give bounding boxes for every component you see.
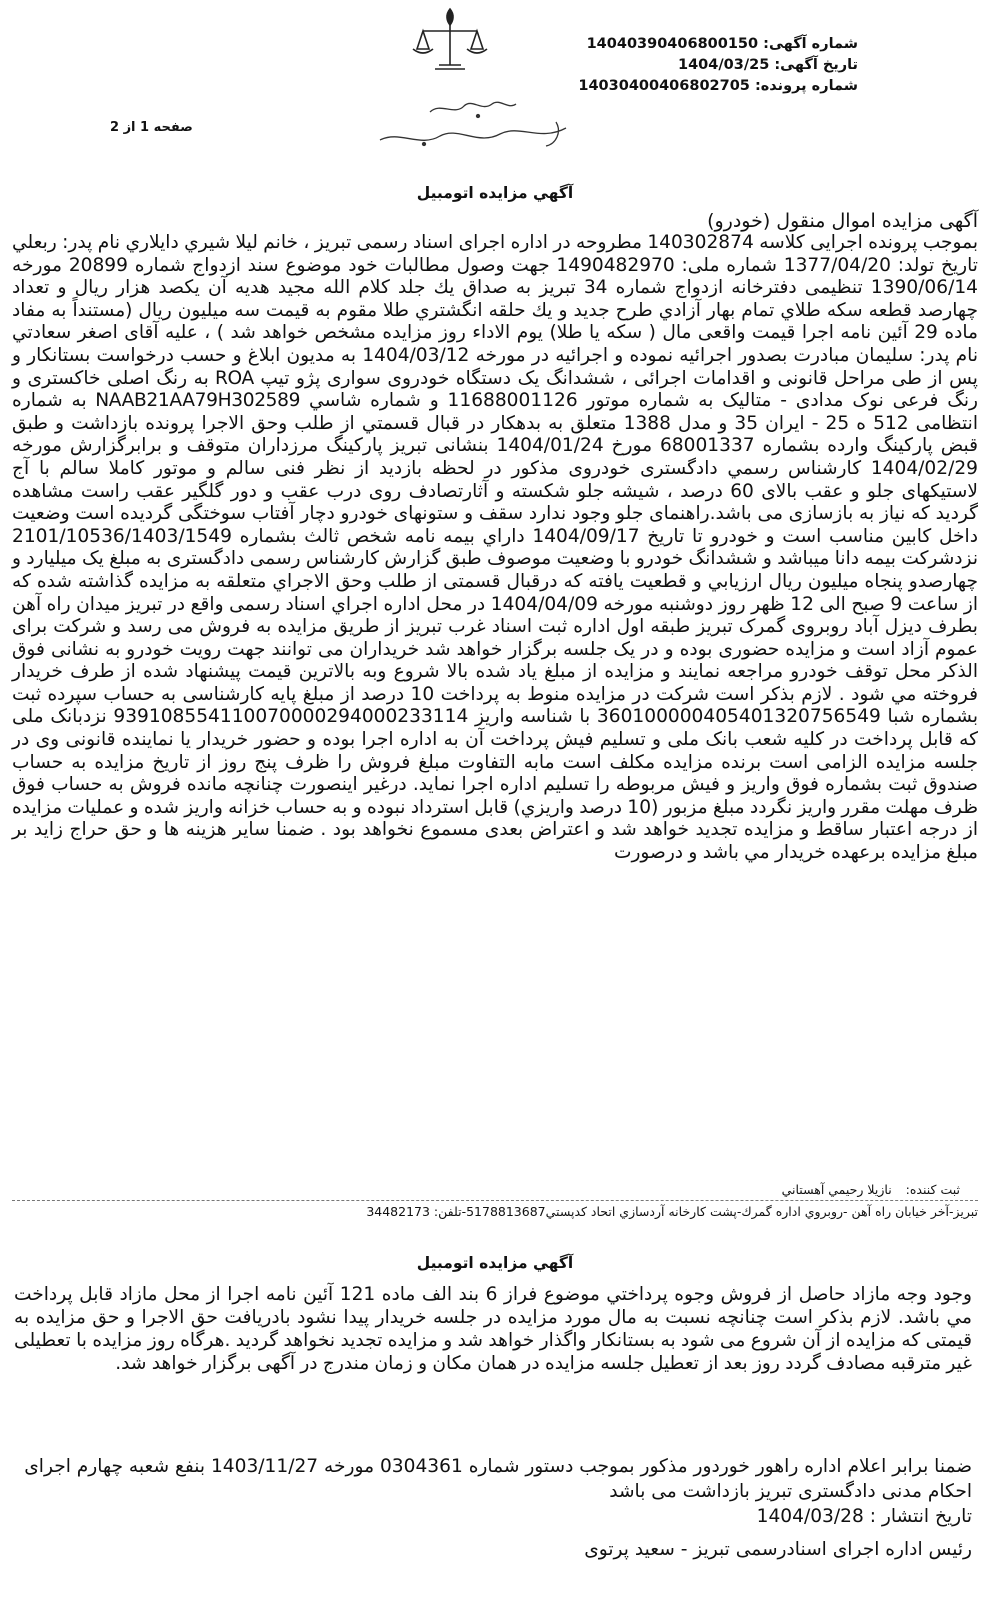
- address-line: تبريز-آخر خيابان راه آهن -روبروي اداره گمرك-پشت كارخانه آردسازي اتحاد كدپستي5178813687-تلفن: 34482173: [366, 1204, 978, 1219]
- ad-number: 14040390406800150: [586, 36, 759, 52]
- page-indicator: صفحه 1 از 2: [110, 120, 193, 135]
- publish-row: [14, 1504, 972, 1529]
- section1-body: بموجب پرونده اجرایی کلاسه 140302874 مطروحه در اداره اجرای اسناد رسمی تبریز ، خانم لیلا شيري دايلاري نام پدر: ربعلي تاريخ تولد: 1377/04/20 شماره ملی: 1490482970 جهت وصول مطالبات خود موضوع سند ازدواج شماره 20899 مورخه 1390/06/14 تنظیمی دفترخانه ازدواج شماره 34 تبریز به صداق يك جلد كلام الله مجيد هديه آن يكصد هزار ريال و تعداد چهارصد قطعه سكه طلاي تمام بهار آزادي طرح جديد و يك حلقه انگشتري طلا مقوم به قيمت سه ميليون ريال (مستنداً به مفاد ماده 29 آئين نامه اجرا قيمت واقعی مال ( سكه يا طلا) يوم الاداء روز مزايده مشخص خواهد شد ) ، علیه آقای اصغر سعادتي نام پدر: سليمان مبادرت بصدور اجرائيه نموده و اجرائيه در مورخه 1404/03/12 به مديون ابلاغ و حسب درخواست بستانكار و پس از طی مراحل قانونی و اقدامات اجرائی ، ششدانگ یک دستگاه خودروی سواری پژو تیپ ROA به رنگ اصلی خاکستری و رنگ فرعی نوک مدادی - متالیک به شماره موتور 11688001126 و شماره شاسي NAAB21AA79H302589 به شماره انتظامی 512 ه 25 - ایران 35 و مدل 1388 متعلق به بدهكار در قبال قسمتي از طلب وحق الاجرا پرونده بازداشت و طبق قبض پاركينگ وارده بشماره 68001337 مورخ 1404/01/24 بنشانی تبریز پارکینگ مرزداران متوقف و برابرگزارش مورخه 1404/02/29 کارشناس رسمي دادگستری خودروی مذکور در لحظه بازدید از نظر فنی سالم و موتور کاملا سالم با آج لاستیکهای جلو و عقب بالای 60 درصد ، شیشه جلو شکسته و آثارتصادف روی درب عقب و دور گلگیر عقب راست مشاهده گردید که نیاز به بازسازی می باشد.راهنمای جلو وجود ندارد سقف و ستونهای خودرو دچار آفتاب سوختگی گردیده است وضعیت داخل کابین مناسب است و خودرو تا تاریخ 1404/09/17 داراي بيمه نامه شخص ثالث بشماره 2101/10536/1403/1549 نزدشرکت بیمه دانا میباشد و ششدانگ خودرو با وضعیت موصوف طبق گزارش کارشناس رسمی دادگستری به مبلغ یک میلیارد و چهارصدو پنجاه میلیون ریال ارزيابي و قطعيت يافته كه درقبال قسمتی از طلب وحق الاجراي متعلقه به مزايده گذاشته شده كه از ساعت 9 صبح الی 12 ظهر روز دوشنبه مورخه 1404/04/09 در محل اداره اجراي اسناد رسمی واقع در تبریز میدان راه آهن بطرف دیزل آباد روبروی گمرک تبریز طبقه اول اداره ثبت اسناد غرب تبریز از طريق مزايده به فروش می رسد و شرکت برای عموم آزاد است و مزایده حضوری بوده و در یک جلسه برگزار خواهد شد خریداران می توانند جهت رویت خودرو به نشانی فوق الذکر محل توقف خودرو مراجعه نمايند و مزايده از مبلغ ياد شده بالا شروع وبه بالاترين قيمت پيشنهاد شده از طرف خريدار فروخته مي شود . لازم بذکر است شرکت در مزایده منوط به پرداخت 10 درصد از مبلغ پایه کارشناسی به حساب سپرده ثبت بشماره شبا 360100000405401320756549 با شناسه واریز 939108554110070000294000233114 نزدبانک ملی که قابل پرداخت در کلیه شعب بانک ملی و تسليم فيش پرداخت آن به اداره اجرا بوده و حضور خريدار يا نماينده قانونی وی در جلسه مزایده الزامی است برنده مزايده مكلف است مابه التفاوت مبلغ فروش را ظرف پنج روز از تاريخ مزايده به حساب صندوق ثبت بشماره فوق واريز و فيش مربوطه را تسليم اداره اجرا نمايد. درغير اينصورت چنانچه مانده فروش به حساب فوق ظرف مهلت مقرر واريز نگردد مبلغ مزبور (10 درصد واريزي) قابل استرداد نبوده و به حساب خزانه واريز شده و عمليات مزايده از درجه اعتبار ساقط و مزايده تجديد خواهد شد و اعتراض بعدی مسموع نخواهد بود . ضمنا ساير هزينه ها و حق حراج زايد بر مبلغ مزايده برعهده خريدار مي باشد و درصورت: [12, 232, 979, 864]
- ad-number-label: شماره آگهی:: [763, 36, 858, 52]
- ad-date-label: تاریخ آگهی:: [774, 57, 858, 73]
- ad-number-row: [558, 34, 858, 55]
- file-number: 14030400406802705: [578, 78, 750, 94]
- file-number-row: [558, 76, 858, 97]
- file-number-label: شماره پرونده:: [754, 78, 858, 94]
- ad-date-row: [558, 55, 858, 76]
- organization-signature-icon: [360, 92, 590, 162]
- registrar-label: ثبت كننده:: [905, 1182, 960, 1197]
- publish-label: تاریخ انتشار :: [869, 1506, 972, 1527]
- ad-meta: [558, 34, 858, 97]
- registrar-name: نازيلا رحيمي آهستاني: [781, 1182, 892, 1197]
- court-note: ضمنا برابر اعلام اداره راهور خوردور مذکور بموجب دستور شماره 0304361 مورخه 1403/11/27 بنفع شعبه چهارم اجرای احکام مدنی دادگستری تبریز بازداشت می باشد: [24, 1456, 972, 1502]
- section2-title: آگهي مزايده اتومبيل: [416, 1254, 574, 1272]
- judiciary-emblem-icon: [395, 5, 505, 75]
- signature-line: رئیس اداره اجرای اسنادرسمی تبریز - سعید پرتوی: [584, 1539, 972, 1560]
- section2-footer: [14, 1454, 972, 1562]
- section2-body: وجود وجه مازاد حاصل از فروش وجوه پرداختي موضوع فراز 6 بند الف ماده 121 آئین نامه اجرا از محل مازاد قابل پرداخت مي باشد. لازم بذكر است چنانچه نسبت به مال مورد مزايده در جلسه خريدار پيدا نشود بادريافت حق الاجرا و حق مزايده به قيمتی كه مزايده از آن شروع می شود به بستانكار واگذار خواهد شد و مزايده تجديد نخواهد گرديد .هرگاه روز مزايده با تعطيلی غير مترقبه مصادف گردد روز بعد از تعطيل جلسه مزايده در همان مكان و زمان مندرج در آگهی برگزار خواهد شد.: [14, 1284, 973, 1374]
- registrar-line: [30, 1182, 960, 1197]
- divider: [12, 1200, 978, 1201]
- section1-title: آگهي مزايده اتومبيل: [416, 184, 574, 202]
- publish-date: 1404/03/28: [756, 1506, 864, 1527]
- section1-subtitle: آگهی مزایده اموال منقول (خودرو): [707, 210, 978, 232]
- ad-date: 1404/03/25: [678, 57, 770, 73]
